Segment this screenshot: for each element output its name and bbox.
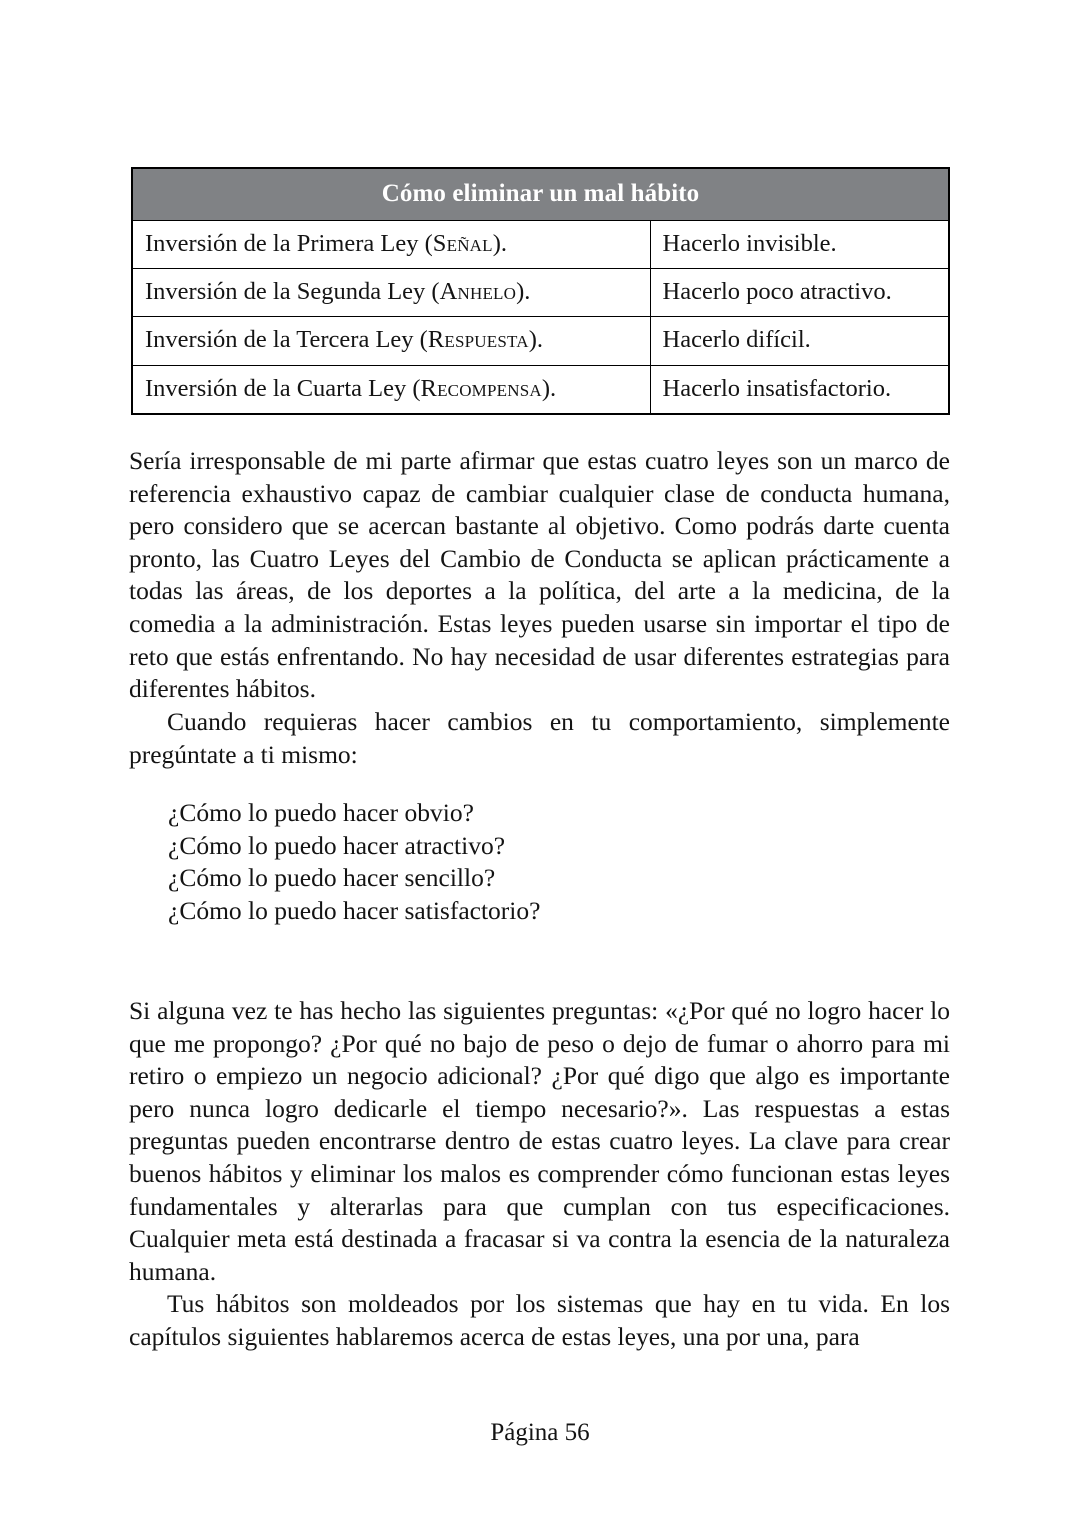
table-row — [132, 269, 949, 317]
table-cell-law — [132, 317, 650, 365]
law-smallcaps: Señal — [432, 230, 493, 257]
law-suffix: ). — [541, 374, 557, 402]
law-suffix: ). — [528, 326, 543, 354]
table-cell-law — [132, 221, 650, 269]
table-row — [132, 365, 949, 414]
law-prefix: Inversión de la Segunda Ley ( — [145, 278, 440, 306]
question-list — [168, 797, 868, 927]
list-item: ¿Cómo lo puedo hacer satisfactorio? — [168, 895, 541, 925]
law-smallcaps: Recompensa — [420, 374, 542, 402]
body-paragraph-2: Cuando requieras hacer cambios en tu comportamiento, simplemente pregúntate a ti mismo: — [129, 707, 950, 769]
law-smallcaps: Respuesta — [427, 326, 529, 354]
table-cell-law — [132, 365, 650, 414]
law-prefix: Inversión de la Primera Ley ( — [145, 230, 433, 257]
table-title-row — [132, 168, 949, 221]
law-prefix: Inversión de la Tercera Ley ( — [145, 326, 428, 354]
list-item: ¿Cómo lo puedo hacer sencillo? — [168, 863, 496, 893]
table-cell-law — [132, 269, 650, 317]
law-prefix: Inversión de la Cuarta Ley ( — [145, 374, 421, 402]
table-cell-action: Hacerlo poco atractivo. — [650, 269, 949, 317]
table-row — [132, 221, 949, 269]
table-header — [132, 168, 949, 221]
table-row — [132, 317, 949, 365]
law-suffix: ). — [492, 230, 508, 257]
body-paragraph-4: Tus hábitos son moldeados por los sistemas que hay en tu vida. En los capítulos siguientes hablaremos acerca de estas leyes, una por una, para — [129, 1289, 950, 1351]
table-cell-action: Hacerlo insatisfactorio. — [650, 365, 949, 414]
table-body — [132, 221, 949, 414]
habit-removal-table — [131, 167, 950, 415]
body-paragraph-1: Sería irresponsable de mi parte afirmar que estas cuatro leyes son un marco de referencia exhaustivo capaz de cambiar cualquier clase de conducta humana, pero considero que se acercan bastante al objetivo. Como podrás darte cuenta pronto, las Cuatro Leyes del Cambio de Conducta se aplican prácticamente a todas las áreas, de los deportes a la política, del arte a la medicina, de la comedia a la administración. Estas leyes pueden usarse sin importar el tipo de reto que estás enfrentando. No hay necesidad de usar diferentes estrategias para diferentes hábitos. — [129, 446, 950, 704]
list-item: ¿Cómo lo puedo hacer atractivo? — [168, 830, 506, 860]
table-title: Cómo eliminar un mal hábito — [132, 168, 949, 221]
law-smallcaps: Anhelo — [439, 278, 517, 306]
page-number-footer: Página 56 — [490, 1419, 590, 1446]
body-paragraph-3: Si alguna vez te has hecho las siguientes preguntas: «¿Por qué no logro hacer lo que me propongo? ¿Por qué no bajo de peso o dejo de fumar o ahorro para mi retiro o empiezo un negocio adicional? ¿Por qué digo que algo es importante pero nunca logro dedicarle el tiempo necesario?». Las respuestas a estas preguntas pueden encontrarse dentro de estas cuatro leyes. La clave para crear buenos hábitos y eliminar los malos es comprender cómo funcionan estas leyes fundamentales y alterarlas para que cumplan con tus especificaciones. Cualquier meta está destinada a fracasar si va contra la esencia de la naturaleza humana. — [129, 996, 950, 1286]
list-item: ¿Cómo lo puedo hacer obvio? — [168, 798, 474, 827]
table-cell-action: Hacerlo difícil. — [650, 317, 949, 365]
table-cell-action: Hacerlo invisible. — [650, 221, 949, 269]
law-suffix: ). — [516, 278, 531, 306]
